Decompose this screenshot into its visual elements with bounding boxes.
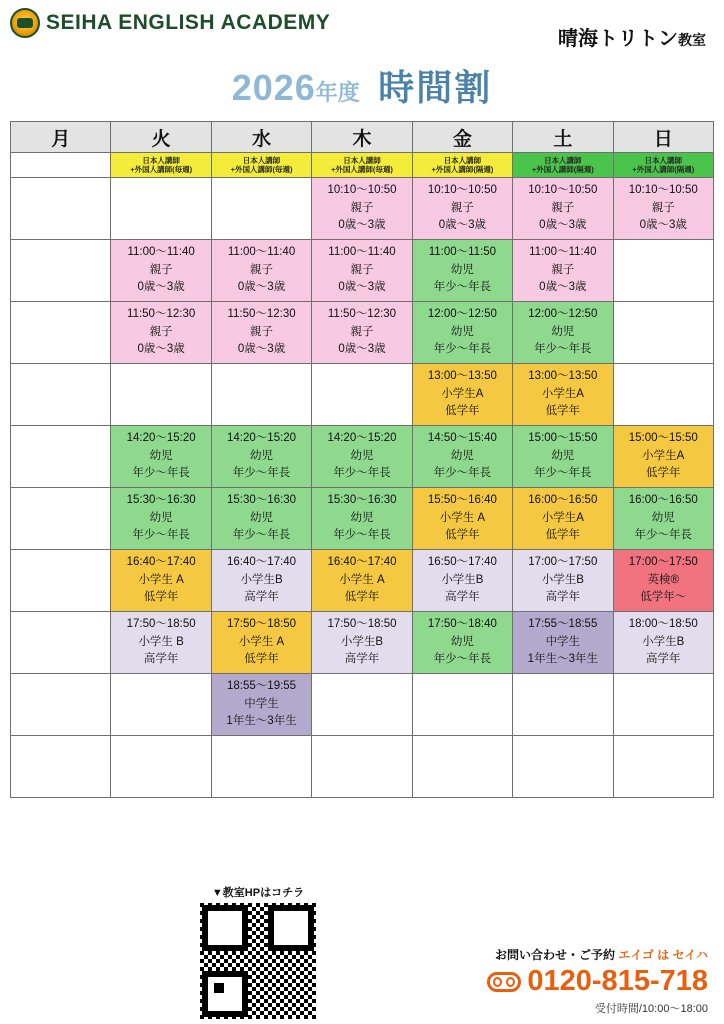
class-cell[interactable] [513, 240, 613, 302]
class-cell[interactable] [211, 426, 311, 488]
empty-cell [111, 736, 211, 798]
class-name: 小学生 B [138, 635, 184, 648]
class-cell[interactable] [312, 240, 412, 302]
classroom-label [558, 22, 706, 51]
timetable-row [11, 426, 714, 488]
empty-cell [11, 302, 111, 364]
class-age: 低学年 [244, 653, 279, 666]
day-header-sat: 土 [513, 122, 613, 153]
class-name: 中学生 [244, 697, 279, 710]
teacher-note-cell [11, 153, 111, 178]
empty-cell [412, 674, 512, 736]
class-cell[interactable] [312, 426, 412, 488]
class-cell[interactable] [412, 488, 512, 550]
day-header-row [11, 122, 714, 153]
class-time: 10:10～10:50 [528, 183, 598, 196]
class-cell[interactable] [111, 612, 211, 674]
class-cell[interactable] [513, 178, 613, 240]
teacher-note-cell: 日本人講師 +外国人講師(毎週) [312, 153, 412, 178]
class-age: 年少～年長 [333, 467, 391, 480]
class-age: 低学年 [646, 467, 681, 480]
class-name: 幼児 [350, 511, 374, 524]
class-cell[interactable] [211, 302, 311, 364]
class-time: 12:00～12:50 [427, 307, 497, 320]
class-age: 年少～年長 [232, 529, 291, 542]
class-time: 14:20～15:20 [126, 431, 196, 444]
class-name: 親子 [149, 325, 173, 338]
class-time: 10:10～10:50 [327, 183, 397, 196]
class-time: 16:40～17:40 [126, 555, 196, 568]
class-age: 年少～年長 [634, 529, 693, 542]
class-name: 幼児 [450, 325, 474, 338]
class-name: 親子 [551, 263, 575, 276]
teacher-note-cell: 日本人講師 +外国人講師(隔週) [613, 153, 713, 178]
contact-block [487, 946, 708, 1016]
class-age: 低学年 [545, 405, 581, 418]
class-age: 年少～年長 [132, 529, 190, 542]
class-cell[interactable] [111, 488, 211, 550]
class-cell[interactable] [513, 488, 613, 550]
free-dial-icon [487, 972, 521, 992]
qr-block [200, 884, 316, 1019]
class-name: 小学生B [642, 635, 685, 648]
timetable-row [11, 240, 714, 302]
class-cell[interactable] [412, 178, 512, 240]
class-cell[interactable] [613, 550, 713, 612]
teacher-note-cell: 日本人講師 +外国人講師(隔週) [412, 153, 512, 178]
class-time: 17:00～17:50 [628, 555, 698, 568]
class-name: 親子 [149, 263, 173, 276]
class-name: 幼児 [551, 449, 575, 462]
class-name: 小学生 A [238, 635, 285, 648]
class-age: 低学年 [445, 529, 480, 542]
class-cell[interactable] [513, 364, 613, 426]
class-age: 年少～年長 [534, 467, 592, 480]
class-name: 英検® [647, 573, 679, 586]
class-name: 小学生B [441, 573, 484, 586]
teacher-note-row [11, 153, 714, 178]
class-name: 親子 [250, 325, 274, 338]
class-age: 0歳～3歳 [639, 219, 687, 232]
class-cell[interactable] [513, 302, 613, 364]
empty-cell [513, 736, 613, 798]
class-cell[interactable] [613, 178, 713, 240]
class-age: 年少～年長 [534, 343, 592, 356]
business-hours: 受付時間/10:00～18:00 [594, 1003, 708, 1015]
class-age: 0歳～3歳 [338, 281, 386, 294]
class-time: 16:00～16:50 [628, 493, 698, 506]
timetable-row [11, 612, 714, 674]
class-time: 11:50～12:30 [227, 307, 296, 320]
phone-number[interactable]: 0120-815-718 [527, 965, 708, 997]
class-name: 幼児 [651, 511, 675, 524]
class-cell[interactable] [312, 488, 412, 550]
class-time: 11:00～11:40 [227, 245, 296, 258]
class-cell[interactable] [111, 302, 211, 364]
day-header-tue: 火 [111, 122, 211, 153]
empty-cell [613, 302, 713, 364]
class-cell[interactable] [111, 426, 211, 488]
class-cell[interactable] [211, 240, 311, 302]
class-age: 0歳～3歳 [338, 219, 386, 232]
timetable-row [11, 364, 714, 426]
class-time: 11:00～11:40 [529, 245, 597, 258]
empty-cell [312, 736, 412, 798]
class-age: 高学年 [143, 653, 179, 666]
empty-cell [111, 364, 211, 426]
class-age: 高学年 [646, 653, 681, 666]
class-age: 低学年～ [640, 591, 687, 604]
class-time: 11:00～11:40 [127, 245, 195, 258]
empty-cell [613, 364, 713, 426]
class-cell[interactable] [312, 550, 412, 612]
class-name: 小学生A [642, 449, 685, 462]
class-age: 0歳～3歳 [137, 281, 185, 294]
class-age: 0歳～3歳 [438, 219, 487, 232]
class-cell[interactable] [312, 178, 412, 240]
timetable-row [11, 488, 714, 550]
class-time: 16:40～17:40 [327, 555, 397, 568]
class-cell[interactable] [111, 240, 211, 302]
class-age: 年少～年長 [232, 467, 291, 480]
timetable-row [11, 550, 714, 612]
timetable-row [11, 178, 714, 240]
class-time: 16:50～17:40 [427, 555, 497, 568]
class-cell[interactable] [211, 612, 311, 674]
class-name: 小学生A [541, 511, 584, 524]
title-main: 時間割 [378, 67, 493, 108]
seiha-crest-icon [10, 8, 40, 38]
class-cell[interactable] [211, 674, 311, 736]
class-age: 0歳～3歳 [237, 343, 286, 356]
qr-caption: ▼教室HPはコチラ [211, 887, 305, 899]
empty-cell [312, 674, 412, 736]
class-time: 14:20～15:20 [227, 431, 297, 444]
class-age: 年少～年長 [433, 343, 492, 356]
empty-cell [11, 612, 111, 674]
class-name: 中学生 [545, 635, 581, 648]
class-name: 幼児 [149, 511, 173, 524]
timetable-body [11, 153, 714, 798]
class-time: 17:50～18:50 [327, 617, 397, 630]
contact-label: お問い合わせ・ご予約 [495, 948, 616, 962]
class-name: 小学生B [340, 635, 384, 648]
day-header-fri: 金 [412, 122, 512, 153]
class-name: 小学生A [541, 387, 584, 400]
class-time: 12:00～12:50 [528, 307, 598, 320]
class-time: 17:50～18:40 [427, 617, 497, 630]
class-time: 15:00～15:50 [528, 431, 598, 444]
empty-cell [412, 736, 512, 798]
page-header [0, 0, 724, 58]
day-header-wed: 水 [211, 122, 311, 153]
teacher-note-cell: 日本人講師 +外国人講師(隔週) [513, 153, 613, 178]
class-time: 10:10～10:50 [628, 183, 698, 196]
class-age: 0歳～3歳 [539, 219, 587, 232]
class-cell[interactable] [513, 426, 613, 488]
class-name: 幼児 [149, 449, 173, 462]
brand-logo [10, 8, 330, 38]
class-cell[interactable] [412, 302, 512, 364]
class-age: 年少～年長 [333, 529, 391, 542]
class-name: 幼児 [450, 635, 474, 648]
timetable-row [11, 736, 714, 798]
class-time: 11:50～12:30 [327, 307, 397, 320]
classroom-name: 晴海トリトン [558, 28, 678, 50]
class-age: 低学年 [143, 591, 179, 604]
class-age: 0歳～3歳 [237, 281, 286, 294]
empty-cell [211, 736, 311, 798]
brand-name: SEIHA ENGLISH ACADEMY [46, 11, 331, 34]
class-age: 低学年 [545, 529, 581, 542]
page-title [0, 60, 724, 111]
empty-cell [613, 240, 713, 302]
empty-cell [613, 736, 713, 798]
class-cell[interactable] [312, 302, 412, 364]
empty-cell [11, 178, 111, 240]
class-cell[interactable] [613, 488, 713, 550]
class-age: 0歳～3歳 [137, 343, 185, 356]
class-name: 幼児 [250, 449, 274, 462]
class-age: 低学年 [344, 591, 380, 604]
class-age: 1年生～3年生 [226, 715, 297, 728]
class-name: 小学生 A [138, 573, 184, 586]
class-time: 13:00～13:50 [528, 369, 598, 382]
class-name: 小学生B [240, 573, 283, 586]
class-time: 15:30～16:30 [327, 493, 397, 506]
class-cell[interactable] [312, 612, 412, 674]
page-footer [0, 884, 724, 1024]
class-age: 低学年 [445, 405, 480, 418]
empty-cell [11, 736, 111, 798]
class-time: 18:00～18:50 [628, 617, 698, 630]
class-time: 16:40～17:40 [227, 555, 297, 568]
class-name: 幼児 [551, 325, 575, 338]
title-year: 2026 [231, 67, 316, 108]
class-age: 高学年 [445, 591, 480, 604]
class-cell[interactable] [412, 240, 512, 302]
class-name: 幼児 [350, 449, 374, 462]
class-time: 14:50～15:40 [427, 431, 497, 444]
class-time: 13:00～13:50 [427, 369, 497, 382]
class-time: 11:00～11:40 [328, 245, 396, 258]
timetable-row [11, 302, 714, 364]
contact-brand: エイゴ は セイハ [618, 948, 708, 962]
empty-cell [11, 674, 111, 736]
empty-cell [211, 178, 311, 240]
empty-cell [11, 488, 111, 550]
empty-cell [613, 674, 713, 736]
class-cell[interactable] [211, 488, 311, 550]
empty-cell [211, 364, 311, 426]
class-name: 小学生B [541, 573, 584, 586]
classroom-suffix: 教室 [678, 32, 706, 48]
class-time: 15:00～15:50 [628, 431, 698, 444]
class-name: 親子 [450, 201, 474, 214]
empty-cell [513, 674, 613, 736]
timetable [10, 121, 714, 798]
class-name: 親子 [651, 201, 675, 214]
class-age: 高学年 [344, 653, 380, 666]
qr-code-icon[interactable] [200, 903, 316, 1019]
empty-cell [11, 240, 111, 302]
class-cell[interactable] [513, 550, 613, 612]
class-age: 0歳～3歳 [338, 343, 386, 356]
phone-row[interactable] [487, 965, 708, 998]
class-name: 親子 [350, 263, 374, 276]
class-age: 年少～年長 [433, 281, 492, 294]
class-name: 小学生 A [339, 573, 385, 586]
class-name: 親子 [350, 325, 374, 338]
class-cell[interactable] [613, 426, 713, 488]
contact-label-row [487, 946, 708, 963]
class-age: 1年生～3年生 [527, 653, 598, 666]
class-time: 17:50～18:50 [126, 617, 196, 630]
empty-cell [11, 426, 111, 488]
class-cell[interactable] [513, 612, 613, 674]
teacher-note-cell: 日本人講師 +外国人講師(毎週) [111, 153, 211, 178]
empty-cell [111, 178, 211, 240]
class-age: 年少～年長 [132, 467, 190, 480]
class-time: 17:50～18:50 [227, 617, 297, 630]
class-name: 幼児 [450, 263, 474, 276]
class-age: 高学年 [244, 591, 279, 604]
class-cell[interactable] [412, 612, 512, 674]
class-name: 幼児 [250, 511, 274, 524]
class-time: 11:00～11:50 [428, 245, 497, 258]
class-cell[interactable] [211, 550, 311, 612]
empty-cell [11, 364, 111, 426]
class-age: 年少～年長 [433, 467, 492, 480]
class-time: 15:30～16:30 [126, 493, 196, 506]
timetable-row [11, 674, 714, 736]
empty-cell [111, 674, 211, 736]
class-age: 年少～年長 [433, 653, 492, 666]
day-header-sun: 日 [613, 122, 713, 153]
class-time: 14:20～15:20 [327, 431, 397, 444]
class-time: 17:00～17:50 [528, 555, 598, 568]
class-name: 小学生 A [439, 511, 486, 524]
class-cell[interactable] [111, 550, 211, 612]
empty-cell [11, 550, 111, 612]
class-time: 16:00～16:50 [528, 493, 598, 506]
class-name: 小学生A [441, 387, 484, 400]
class-time: 15:50～16:40 [427, 493, 497, 506]
class-time: 17:55～18:55 [528, 617, 598, 630]
class-age: 高学年 [545, 591, 581, 604]
day-header-thu: 木 [312, 122, 412, 153]
class-time: 11:50～12:30 [127, 307, 196, 320]
class-name: 親子 [551, 201, 575, 214]
empty-cell [312, 364, 412, 426]
day-header-mon: 月 [11, 122, 111, 153]
class-cell[interactable] [412, 426, 512, 488]
class-time: 15:30～16:30 [227, 493, 297, 506]
class-name: 親子 [250, 263, 274, 276]
class-age: 0歳～3歳 [539, 281, 587, 294]
teacher-note-cell: 日本人講師 +外国人講師(毎週) [211, 153, 311, 178]
class-cell[interactable] [412, 550, 512, 612]
class-time: 10:10～10:50 [427, 183, 497, 196]
title-nendo: 年度 [315, 80, 360, 105]
class-name: 親子 [350, 201, 374, 214]
class-name: 幼児 [450, 449, 474, 462]
class-cell[interactable] [412, 364, 512, 426]
class-cell[interactable] [613, 612, 713, 674]
class-time: 18:55～19:55 [227, 679, 297, 692]
